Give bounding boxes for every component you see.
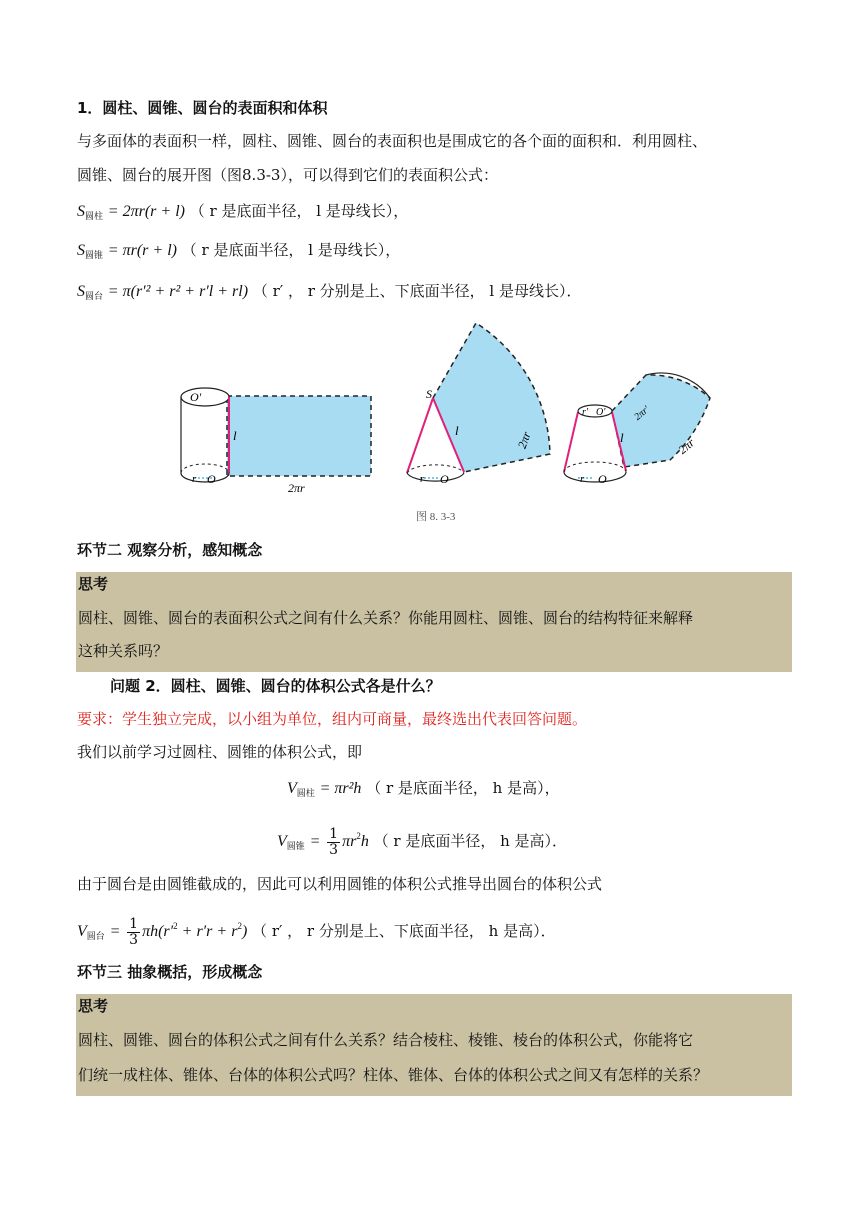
think-title: 思考 [78,997,109,1015]
think-line-2: 这种关系吗？ [78,642,169,660]
think-box-2 [76,994,792,1096]
step3-heading: 环节三 抽象概括，形成概念 [77,963,263,981]
subscript: 圆台 [85,292,104,302]
label-r-prime: r′ [582,407,589,418]
think-line-1: 圆柱、圆锥、圆台的表面积公式之间有什么关系？你能用圆柱、圆锥、圆台的结构特征来解释 [78,609,694,627]
fraction-one-third: $\frac{1}{3}$ [329,825,339,858]
label-o-prime: O′ [190,390,202,404]
figure-caption: 图 8. 3-3 [416,511,456,523]
label-2pir: 2πr [288,481,305,495]
label-r: r [580,473,585,485]
cylinder-diagram [181,388,371,495]
think-title: 思考 [78,575,109,593]
subscript: 圆锥 [286,842,305,852]
label-r: r [420,473,425,485]
formula-cone-volume: $V_{圆锥}$ = $\frac{1}{3}$ $\pi r^2h$ （ r 是底面半径， h 是高）． [277,825,568,858]
subscript: 圆柱 [85,212,104,222]
label-o: O [598,472,607,486]
label-l: l [233,428,237,443]
subscript: 圆锥 [85,251,104,261]
label-2pir-prime: 2πr′ [632,404,652,423]
requirement-text: 要求：学生独立完成，以小组为单位，组内可商量，最终选出代表回答问题。 [77,710,588,728]
label-l: l [620,430,624,445]
label-o: O [207,472,216,486]
step2-heading: 环节二 观察分析，感知概念 [77,541,263,559]
label-s: S [426,387,432,401]
formula-cone-surface: $S_{圆锥} = \pi r(r + l)$ （ r 是底面半径， l 是母线长）， [77,241,401,261]
cone-diagram [407,323,550,486]
label-2pir: 2πr [675,435,698,457]
subscript: 圆台 [86,932,105,942]
formula-cylinder-surface: $S_{圆柱} = 2\pi r(r + l)$ （ r 是底面半径， l 是母线长）， [77,202,409,222]
figure-8-3-3 [170,320,730,530]
formula-frustum-surface: $S_{圆台} = \pi(r'^2 + r^2 + r'l + rl)$ （ r′ ， r 分别是上、下底面半径， l 是母线长）． [77,282,582,302]
previous-text: 我们以前学习过圆柱、圆锥的体积公式，即 [77,743,363,761]
intro-line-2: 圆锥、圆台的展开图（图8.3-3），可以得到它们的表面积公式： [77,166,498,184]
formula-frustum-volume: $V_{圆台}$ = $\frac{1}{3}$ $\pi h(r'^2 + r'r + r^2)$ （ r′ ， r 分别是上、下底面半径， h 是高）． [77,915,556,948]
think-line-1: 圆柱、圆锥、圆台的体积公式之间有什么关系？结合棱柱、棱锥、棱台的体积公式，你能将它 [78,1031,694,1049]
label-o-prime: O′ [596,407,606,418]
question-2: 问题 2．圆柱、圆锥、圆台的体积公式各是什么？ [110,677,441,695]
label-l: l [455,423,459,438]
label-r: r [192,473,197,485]
frustum-diagram [564,373,710,486]
derive-text: 由于圆台是由圆锥截成的，因此可以利用圆锥的体积公式推导出圆台的体积公式 [77,875,603,893]
think-line-2: 们统一成柱体、锥体、台体的体积公式吗？柱体、锥体、台体的体积公式之间又有怎样的关系？ [78,1066,709,1084]
fraction-one-third: $\frac{1}{3}$ [129,915,139,948]
section-heading: 1．圆柱、圆锥、圆台的表面积和体积 [77,99,328,117]
subscript: 圆柱 [296,789,315,799]
label-2pir: 2πr [514,429,534,451]
formula-cylinder-volume: $V_{圆柱} = \pi r^2h$ （ r 是底面半径， h 是高）， [287,779,560,799]
think-box-1 [76,572,792,672]
intro-line-1: 与多面体的表面积一样，圆柱、圆锥、圆台的表面积也是围成它的各个面的面积和．利用圆柱、 [77,132,708,150]
label-o: O [440,472,449,486]
